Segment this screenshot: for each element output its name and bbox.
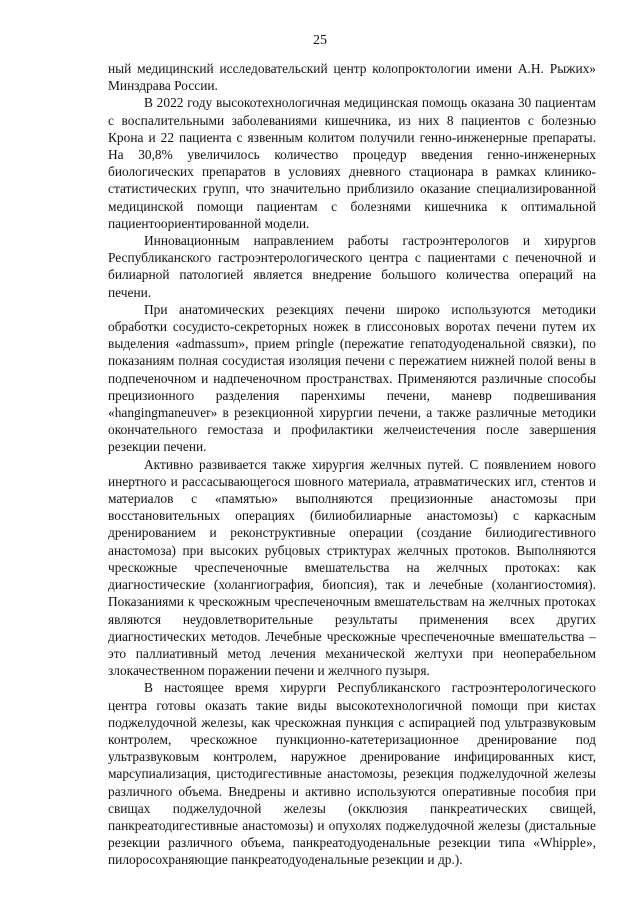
paragraph-continuation: ный медицинский исследовательский центр колопроктологии имени А.Н. Рыжих» Минздрава России. xyxy=(108,61,596,94)
paragraph-liver-innovation: Инновационным направлением работы гастроэнтерологов и хирургов Республиканского гастроэнтерологического центра с пациентами с печеночной и билиарной патологией является внедрение большого количества операций на печени. xyxy=(108,233,596,300)
document-body xyxy=(108,60,596,869)
paragraph-biliary-surgery: Активно развивается также хирургия желчных путей. С появлением нового инертного и рассасывающегося шовного материала, атравматических игл, стентов и материалов с «памятью» выполняются прецизионные анастомозы при восстановительных операциях (билиобилиарные анастомозы) с каркасным дренированием и реконструктивные операции (создание билиодигестивного анастомоза) при высоких рубцовых стриктурах желчных протоков. Выполняются чрескожные чреспеченочные вмешательства на желчных протоках: как диагностические (холангиография, биопсия), так и лечебные (холангиостомия). Показаниями к чрескожным чреспеченочным вмешательствам на желчных протоках являются неудовлетворительные результаты применения всех других диагностических методов. Лечебные чрескожные чреспеченочные вмешательства – это паллиативный метод лечения механической желтухи при неоперабельном злокачественном поражении печени и желчного пузыря. xyxy=(108,456,596,679)
paragraph-liver-resection: При анатомических резекциях печени широко используются методики обработки сосудисто-секреторных ножек в глиссоновых воротах печени путем их выделения «admassum», прием pringle (пережатие гепатодуоденальной связки), по показаниям полная сосудистая изоляция печени с пережатием нижней полой вены в подпеченочном и надпеченочном пространствах. Применяются различные способы прецизионного разделения паренхимы печени, маневр подвешивания «hangingmaneuver» в резекционной хирургии печени, а также различные методики окончательного гемостаза и профилактики желчеистечения после завершения резекции печени. xyxy=(108,301,596,455)
paragraph-pancreas-surgery: В настоящее время хирурги Республиканского гастроэнтерологического центра готовы оказать такие виды высокотехнологичной помощи при кистах поджелудочной железы, как чрескожная пункция с аспирацией под ультразвуковым контролем, чрескожное пункционно-катетеризационное дренирование под ультразвуковым контролем, наружное дренирование инфицированных кист, марсупиализация, цистодигестивные анастомозы, резекция поджелудочной железы различного объема. Внедрены и активно используются оперативные пособия при свищах поджелудочной железы (окклюзия панкреатических свищей, панкреатодигестивные анастомозы) и опухолях поджелудочной железы (дистальные резекции различного объема, панкреатодуоденальные резекции типа «Whipple», пилоросохраняющие панкреатодуоденальные резекции и др.). xyxy=(108,680,596,868)
paragraph-ibd-care: В 2022 году высокотехнологичная медицинская помощь оказана 30 пациентам с воспалительными заболеваниями кишечника, из них 8 пациентов с болезнью Крона и 22 пациента с язвенным колитом получили генно-инженерные препараты. На 30,8% увеличилось количество процедур введения генно-инженерных биологических препаратов в условиях дневного стационара в рамках клинико-статистических групп, что значительно приблизило оказание специализированной медицинской помощи пациентам с болезнями кишечника к оптимальной пациентоориентированной модели. xyxy=(108,95,596,231)
page-number: 25 xyxy=(313,33,327,48)
